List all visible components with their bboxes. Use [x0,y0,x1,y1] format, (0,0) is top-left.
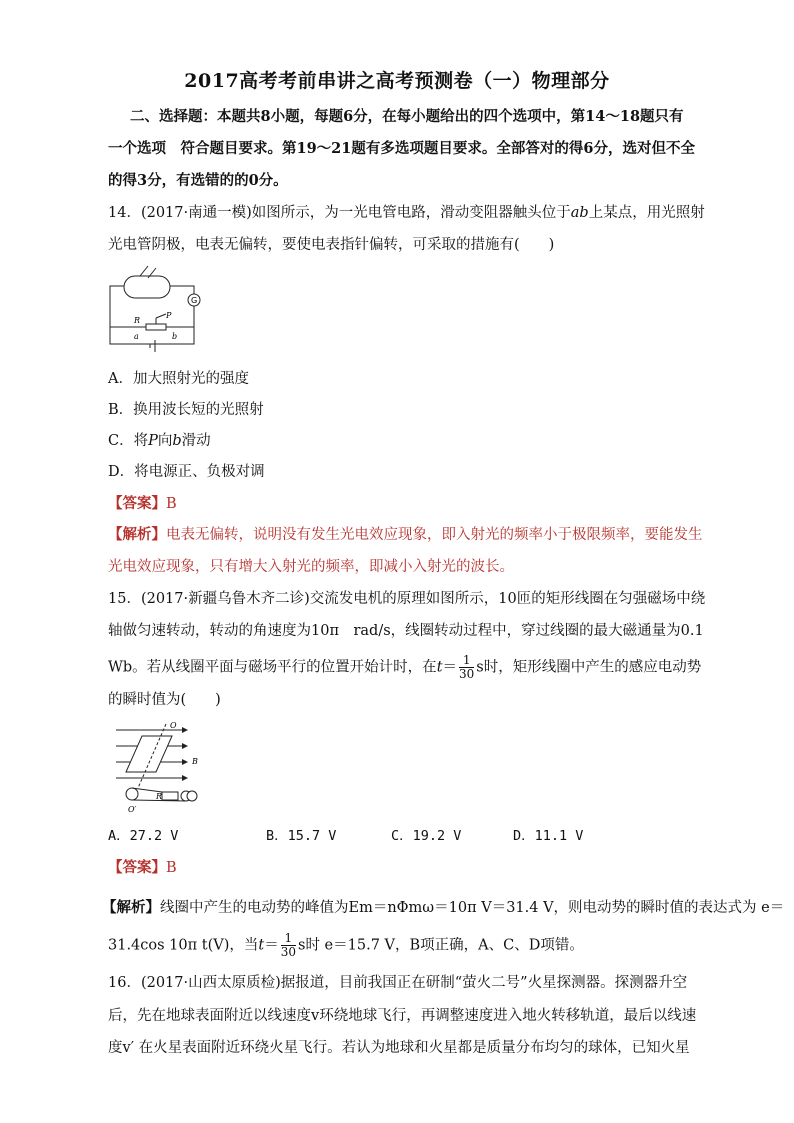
galvanometer-label: G [191,296,198,305]
q15-stem-line-1: 15．(2017·新疆乌鲁木齐二诊)交流发电机的原理如图所示，10匝的矩形线圈在匀强磁场中绕 [108,591,706,607]
field-b-label: B [192,757,198,766]
q15-stem-line-2: 轴做匀速转动，转动的角速度为10π rad/s，线圈转动过程中，穿过线圈的最大磁通量为0.1 [108,623,704,639]
terminal-a-label: a [134,332,139,341]
q14-stem-line-2: 光电管阴极，电表无偏转，要使电表指针偏转，可采取的措施有( ) [108,237,555,253]
q15-option-b: B．15.7 V [266,828,337,844]
q15-explanation-line-1: 【解析】线圈中产生的电动势的峰值为Em＝nΦmω＝10π V＝31.4 V，则电动势的瞬时值的表达式为 e＝ [102,899,785,916]
q15-time-fraction: $\frac{1}{30}$ [459,653,475,681]
q15-option-c: C．19.2 V [391,828,462,844]
q14-option-b: B．换用波长短的光照射 [108,402,264,418]
q15-stem-line-4: 的瞬时值为( ) [108,692,221,708]
q14-explanation-line-2: 光电效应现象，只有增大入射光的频率，即减小入射光的波长。 [108,559,514,575]
q16-stem-line-3: 度v′ 在火星表面附近环绕火星飞行。若认为地球和火星都是质量分布均匀的球体，已知火星 [108,1040,690,1056]
axis-bottom-label: O′ [128,805,137,814]
q15-answer: 【答案】B [108,859,177,876]
q15-option-a: A．27.2 V [108,828,179,844]
section-instructions-line-1: 二、选择题：本题共8小题，每题6分，在每小题给出的四个选项中，第14～18题只有 [130,108,684,125]
q14-answer: 【答案】B [108,495,177,512]
slider-label: P [166,311,172,320]
ac-generator-diagram [112,716,207,816]
q15-stem-line-3: Wb。若从线圈平面与磁场平行的位置开始计时，在t＝ $\frac{1}{30}$ s时，矩形线圈中产生的感应电动势 [108,653,702,681]
q14-option-c: C．将P向b滑动 [108,433,211,449]
page-title: 2017高考考前串讲之高考预测卷（一）物理部分 [184,70,610,92]
q16-stem-line-1: 16．(2017·山西太原质检)据报道，目前我国正在研制“萤火二号”火星探测器。探测器升空 [108,975,688,991]
q15-expl-time-fraction: $\frac{1}{30}$ [280,931,296,959]
q14-option-a: A．加大照射光的强度 [108,371,249,387]
q14-explanation-line-1: 【解析】电表无偏转，说明没有发生光电效应现象，即入射光的频率小于极限频率，要能发生 [108,526,703,543]
q15-option-d: D．11.1 V [513,828,584,844]
section-instructions-line-3: 的得3分，有选错的的0分。 [108,172,288,189]
q16-stem-line-2: 后，先在地球表面附近以线速度v环绕地球飞行，再调整速度进入地火转移轨道，最后以线速 [108,1008,697,1024]
axis-top-label: O [170,721,177,730]
q14-option-d: D．将电源正、负极对调 [108,464,265,480]
section-instructions-line-2: 一个选项 符合题目要求。第19～21题有多选项题目要求。全部答对的得6分，选对但不全 [108,140,695,157]
resistor-label: R [156,792,163,801]
q14-stem-line-1: 14．(2017·南通一模)如图所示，为一光电管电路，滑动变阻器触头位于ab上某点，用光照射 [108,205,705,221]
terminal-b-label: b [172,332,178,341]
q15-explanation-line-2: 31.4cos 10π t(V)，当t＝ $\frac{1}{30}$ s时 e＝15.7 V，B项正确，A、C、D项错。 [108,931,584,959]
resistor-label: R [134,316,141,325]
photoelectric-circuit-diagram [106,262,211,357]
